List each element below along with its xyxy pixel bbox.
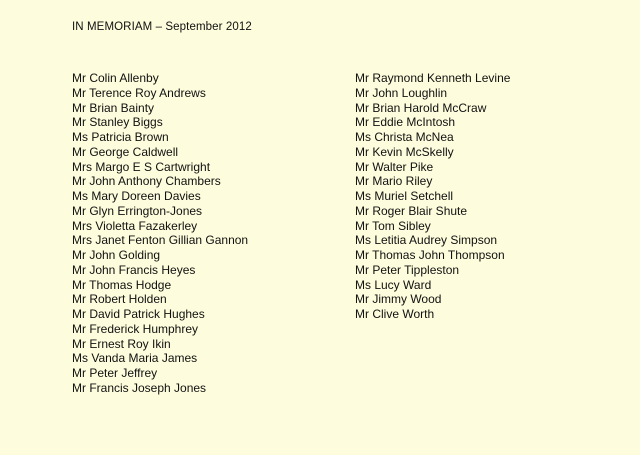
- name-item: Mrs Janet Fenton Gillian Gannon: [72, 233, 249, 248]
- name-item: Mr Kevin McSkelly: [355, 144, 454, 159]
- name-item: Ms Letitia Audrey Simpson: [355, 233, 498, 248]
- name-item: Mr Thomas John Thompson: [355, 248, 505, 262]
- name-item: Mr Brian Bainty: [72, 100, 155, 115]
- name-item: Mr Eddie McIntosh: [355, 115, 456, 130]
- name-item: Mr John Loughlin: [355, 85, 448, 100]
- name-item: Mr Clive Worth: [355, 307, 435, 321]
- name-item: Mr Glyn Errington-Jones: [72, 203, 203, 218]
- name-item: Mr Robert Holden: [72, 292, 167, 307]
- name-item: Mr Walter Pike: [355, 159, 434, 174]
- name-item: Mr Brian Harold McCraw: [355, 100, 487, 115]
- name-item: Mr Colin Allenby: [72, 71, 159, 85]
- name-item: Mr David Patrick Hughes: [72, 307, 205, 321]
- page-title: IN MEMORIAM – September 2012: [72, 21, 252, 33]
- name-item: Mr Frederick Humphrey: [72, 321, 199, 336]
- name-item: Ms Mary Doreen Davies: [72, 189, 201, 203]
- name-item: Mr John Anthony Chambers: [72, 174, 221, 189]
- name-item: Ms Muriel Setchell: [355, 189, 454, 203]
- name-item: Mr Jimmy Wood: [355, 292, 442, 307]
- name-item: Mr Raymond Kenneth Levine: [355, 71, 511, 85]
- name-item: Mr Stanley Biggs: [72, 115, 163, 130]
- name-item: Mr Francis Joseph Jones: [72, 380, 207, 395]
- name-item: Mr Peter Tippleston: [355, 262, 460, 277]
- name-item: Mr John Golding: [72, 248, 161, 262]
- name-item: Mr Thomas Hodge: [72, 277, 172, 292]
- name-item: Ms Lucy Ward: [355, 277, 432, 292]
- name-item: Mr George Caldwell: [72, 144, 179, 159]
- name-item: Mrs Violetta Fazakerley: [72, 218, 198, 233]
- name-item: Mr Ernest Roy Ikin: [72, 336, 171, 351]
- name-item: Mr Roger Blair Shute: [355, 203, 468, 218]
- name-item: Ms Vanda Maria James: [72, 351, 198, 366]
- name-item: Mr Terence Roy Andrews: [72, 85, 206, 100]
- name-item: Mr Peter Jeffrey: [72, 366, 158, 380]
- name-item: Mr Mario Riley: [355, 174, 433, 189]
- name-item: Mr Tom Sibley: [355, 218, 431, 233]
- name-item: Mr John Francis Heyes: [72, 262, 196, 277]
- name-item: Mrs Margo E S Cartwright: [72, 159, 211, 174]
- name-item: Ms Patricia Brown: [72, 130, 169, 144]
- names-list-right: [355, 71, 510, 322]
- names-list-left: [72, 71, 248, 396]
- name-item: Ms Christa McNea: [355, 130, 454, 144]
